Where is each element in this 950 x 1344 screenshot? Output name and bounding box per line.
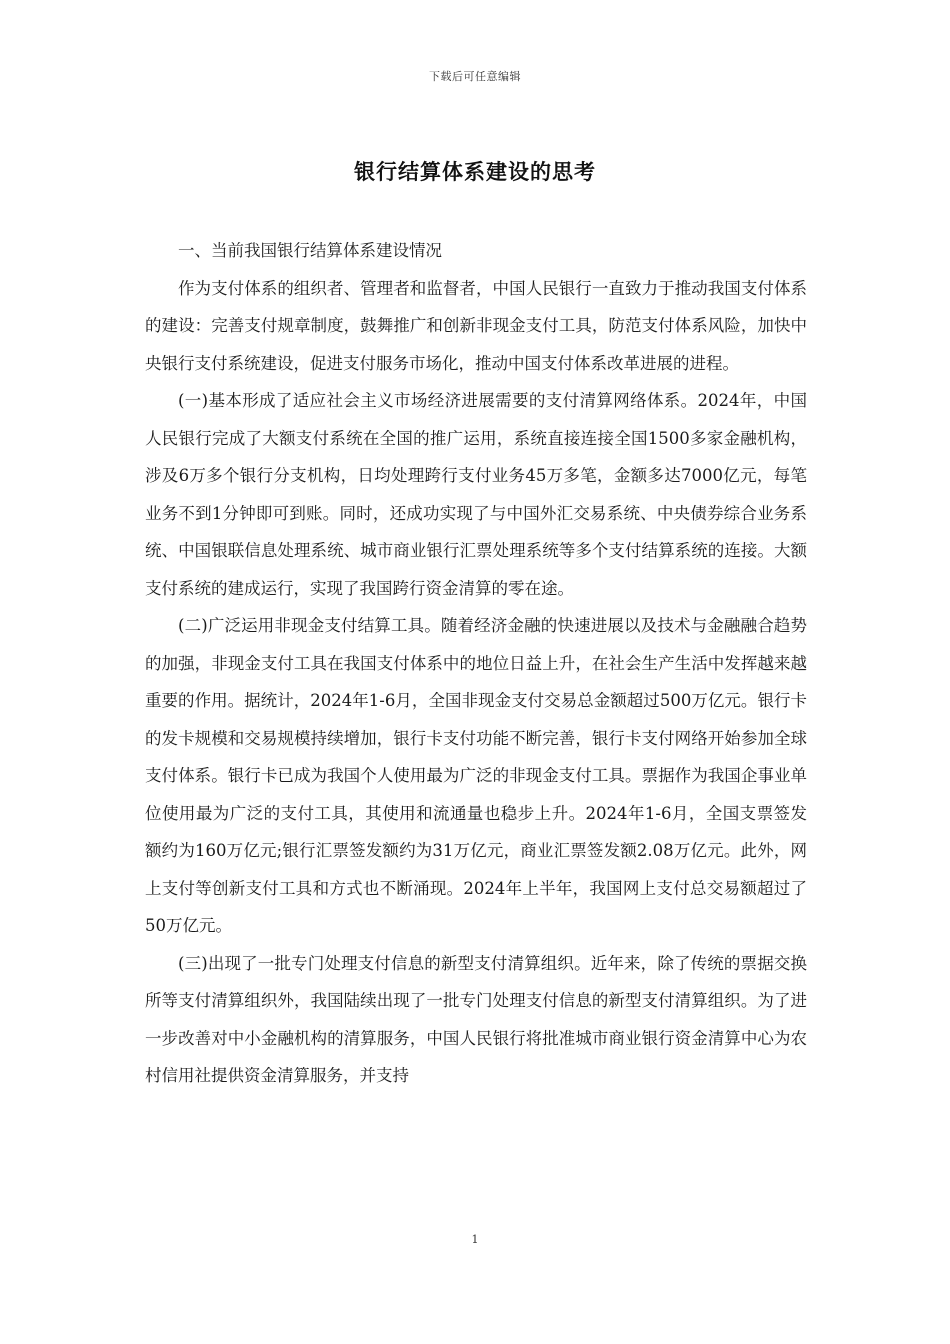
header-note: 下载后可任意编辑: [429, 70, 521, 83]
paragraph: (一)基本形成了适应社会主义市场经济进展需要的支付清算网络体系。2024年，中国人民银行完成了大额支付系统在全国的推广运用，系统直接连接全国1500多家金融机构，涉及6万多个银行分支机构，日均处理跨行支付业务45万多笔，金额多达7000亿元，每笔业务不到1分钟即可到账。同时，还成功实现了与中国外汇交易系统、中央债券综合业务系统、中国银联信息处理系统、城市商业银行汇票处理系统等多个支付结算系统的连接。大额支付系统的建成运行，实现了我国跨行资金清算的零在途。: [145, 391, 807, 598]
document-title: 银行结算体系建设的思考: [354, 159, 596, 184]
paragraph: (三)出现了一批专门处理支付信息的新型支付清算组织。近年来，除了传统的票据交换所等支付清算组织外，我国陆续出现了一批专门处理支付信息的新型支付清算组织。为了进一步改善对中小金融机构的清算服务，中国人民银行将批准城市商业银行资金清算中心为农村信用社提供资金清算服务，并支持: [145, 953, 807, 1085]
document-body: [145, 232, 807, 1095]
section-heading: 一、当前我国银行结算体系建设情况: [178, 241, 442, 260]
paragraph: (二)广泛运用非现金支付结算工具。随着经济金融的快速进展以及技术与金融融合趋势的加强，非现金支付工具在我国支付体系中的地位日益上升，在社会生产生活中发挥越来越重要的作用。据统计，2024年1-6月，全国非现金支付交易总金额超过500万亿元。银行卡的发卡规模和交易规模持续增加，银行卡支付功能不断完善，银行卡支付网络开始参加全球支付体系。银行卡已成为我国个人使用最为广泛的非现金支付工具。票据作为我国企事业单位使用最为广泛的支付工具，其使用和流通量也稳步上升。2024年1-6月，全国支票签发额约为160万亿元;银行汇票签发额约为31万亿元，商业汇票签发额2.08万亿元。此外，网上支付等创新支付工具和方式也不断涌现。2024年上半年，我国网上支付总交易额超过了50万亿元。: [145, 616, 807, 935]
paragraph: 作为支付体系的组织者、管理者和监督者，中国人民银行一直致力于推动我国支付体系的建设：完善支付规章制度，鼓舞推广和创新非现金支付工具，防范支付体系风险，加快中央银行支付系统建设，促进支付服务市场化，推动中国支付体系改革进展的进程。: [145, 278, 807, 373]
page-number: 1: [471, 1233, 479, 1246]
